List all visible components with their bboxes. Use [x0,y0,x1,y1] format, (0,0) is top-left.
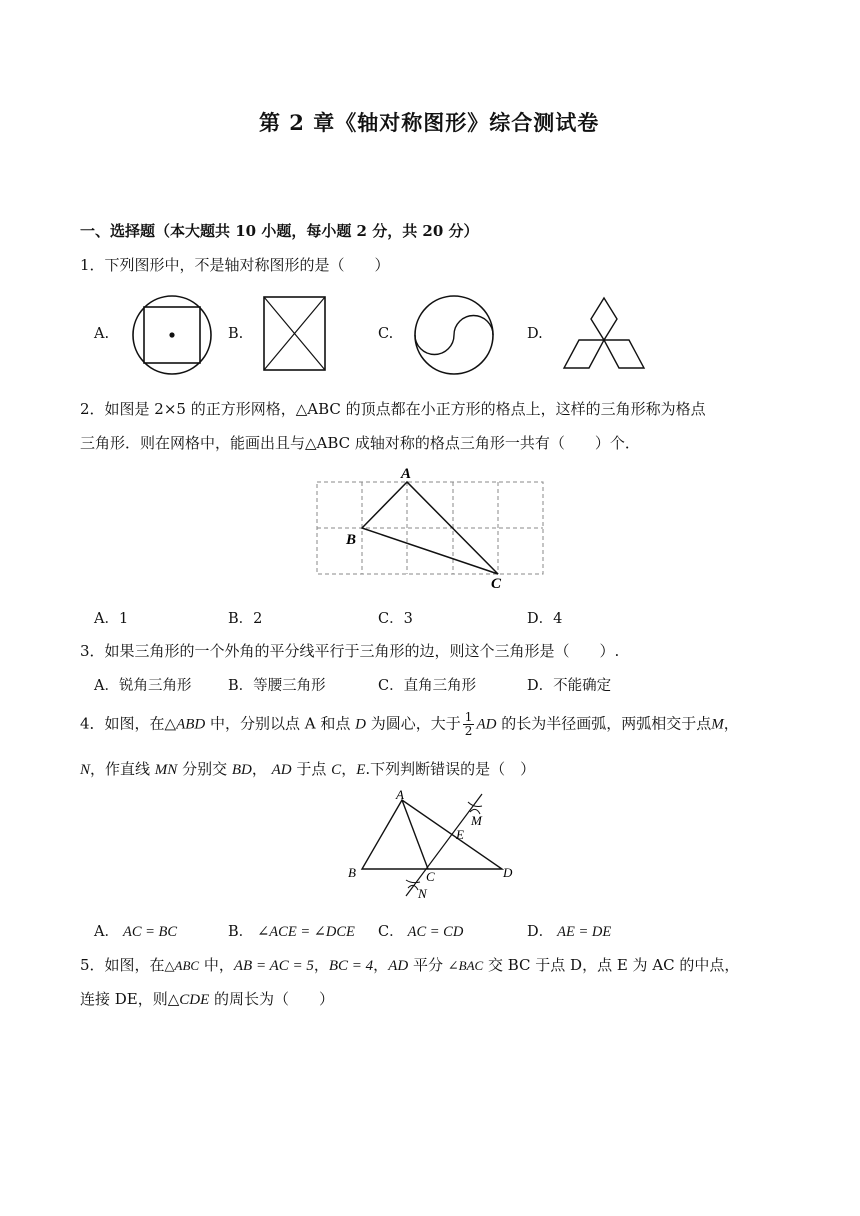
q5-stem-line1: 5．如图，在△ABC 中，AB = AC = 5，BC = 4，AD 平分 ∠BAC 交 BC 于点 D，点 E 为 AC 的中点， [80,956,740,974]
q5-stem-line2: 连接 DE，则△CDE 的周长为（ ） [80,990,335,1008]
q4-label-a: A [396,787,404,802]
q4-option-d: D． AE = DE [527,924,612,940]
q2-stem-line1: 2．如图是 2×5 的正方形网格，△ABC 的顶点都在小正方形的格点上，这样的三角形称为格点 [80,400,706,418]
q4-label-e: E [456,827,464,842]
q1-figure-b [263,296,327,372]
q1-option-b-label: B. [228,326,244,342]
q2-stem-line2: 三角形．则在网格中，能画出且与△ABC 成轴对称的格点三角形一共有（ ）个． [80,434,640,452]
q2-label-b: B [346,532,357,548]
q3-option-d: D．不能确定 [527,678,612,694]
q2-option-b: B．2 [228,611,263,627]
q4-option-b: B． ∠ACE = ∠DCE [228,924,355,940]
q4-label-n: N [418,886,427,901]
q1-option-c-label: C. [378,326,394,342]
q3-option-c: C．直角三角形 [378,678,477,694]
q1-option-a-label: A. [94,326,110,342]
q4-stem-line1: 4．如图，在△ABD 中，分别以点 A 和点 D 为圆心，大于 $\frac{1}{2}$ AD 的长为半径画弧，两弧相交于点M， [80,710,739,738]
q4-label-c: C [426,869,435,884]
q4-fraction: $\frac{1}{2}$ [464,710,473,738]
q2-option-d: D．4 [527,611,563,627]
q4-label-m: M [471,813,482,828]
q1-figure-d [562,296,646,372]
q1-figure-a [131,294,213,376]
q3-option-b: B．等腰三角形 [228,678,326,694]
q4-option-a: A． AC = BC [94,924,178,940]
q2-option-c: C．3 [378,611,413,627]
q2-option-a: A．1 [94,611,129,627]
q4-label-b: B [348,865,356,880]
q3-option-a: A．锐角三角形 [94,678,192,694]
q3-stem: 3．如果三角形的一个外角的平分线平行于三角形的边，则这个三角形是（ ）. [80,642,620,660]
q2-grid-figure [310,462,550,592]
q1-option-d-label: D. [527,326,543,342]
q2-label-c: C [491,576,502,592]
q4-option-c: C． AC = CD [378,924,464,940]
page-title: 第 2 章《轴对称图形》综合测试卷 [259,110,600,135]
q4-stem-line2: N，作直线 MN 分别交 BD， AD 于点 C，E.下列判断错误的是（ ） [80,760,536,778]
q1-figure-c [413,294,495,376]
q4-figure [340,788,530,903]
q4-label-d: D [503,865,513,880]
q1-stem: 1．下列图形中，不是轴对称图形的是（ ） [80,256,390,274]
section-heading: 一、选择题（本大题共 10 小题，每小题 2 分，共 20 分） [80,222,479,240]
q2-label-a: A [401,466,412,482]
